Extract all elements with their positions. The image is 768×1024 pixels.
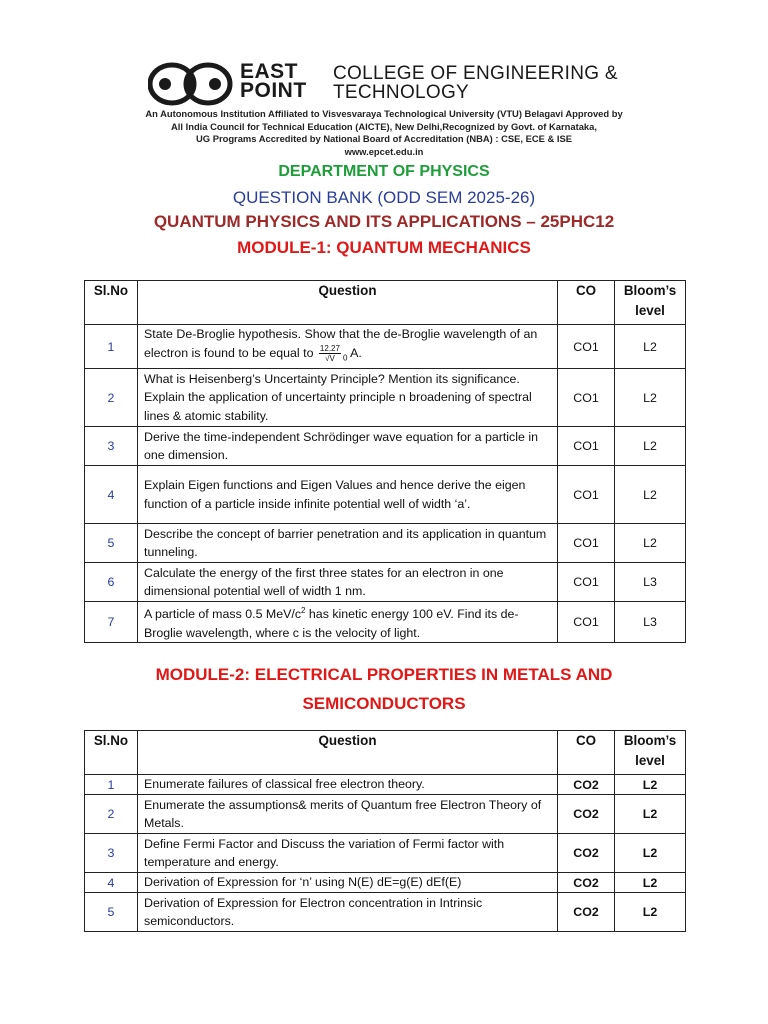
table-row bbox=[85, 325, 686, 369]
bloom-cell: L2 bbox=[615, 893, 686, 932]
sl-cell: 6 bbox=[85, 563, 138, 602]
module-2-title-line-2: SEMICONDUCTORS bbox=[302, 694, 466, 713]
bloom-line-1: Bloom’s bbox=[623, 283, 677, 298]
affiliation-line: UG Programs Accredited by National Board of Accreditation (NBA) : CSE, ECE & ISE bbox=[196, 133, 572, 145]
module-2-question-table bbox=[84, 730, 686, 932]
question-cell: Define Fermi Factor and Discuss the variation of Fermi factor with temperature and energy. bbox=[138, 834, 558, 873]
co-cell: CO1 bbox=[558, 466, 615, 524]
college-name bbox=[333, 64, 618, 102]
east-point-logo-icon bbox=[148, 62, 236, 106]
module-1-question-table bbox=[84, 280, 686, 643]
affiliation-text bbox=[0, 108, 768, 158]
table-header-row bbox=[85, 731, 686, 775]
table-row bbox=[85, 563, 686, 602]
department-title: DEPARTMENT OF PHYSICS bbox=[278, 163, 490, 180]
question-bank-title: QUESTION BANK (ODD SEM 2025-26) bbox=[232, 188, 536, 207]
col-header-question: Question bbox=[138, 281, 558, 325]
co-cell: CO2 bbox=[558, 834, 615, 873]
col-header-sl: Sl.No bbox=[85, 281, 138, 325]
bloom-cell: L2 bbox=[615, 834, 686, 873]
affiliation-line: An Autonomous Institution Affiliated to Visvesvaraya Technological University (VTU) Belagavi Approved by bbox=[145, 108, 623, 119]
co-cell: CO1 bbox=[558, 325, 615, 369]
col-header-sl: Sl.No bbox=[85, 731, 138, 775]
sl-cell: 4 bbox=[85, 466, 138, 524]
question-cell: Derivation of Expression for ‘n’ using N(E) dE=g(E) dEf(E) bbox=[138, 873, 558, 893]
module-2-title-line-1: MODULE-2: ELECTRICAL PROPERTIES IN METALS AND bbox=[155, 665, 613, 684]
question-cell: Describe the concept of barrier penetration and its application in quantum tunneling. bbox=[138, 524, 558, 563]
college-line-2: TECHNOLOGY bbox=[333, 82, 470, 103]
fraction-denominator: √V bbox=[325, 353, 335, 363]
module-1-title: MODULE-1: QUANTUM MECHANICS bbox=[237, 238, 531, 257]
table-row bbox=[85, 466, 686, 524]
co-cell: CO2 bbox=[558, 873, 615, 893]
sl-cell: 5 bbox=[85, 524, 138, 563]
question-text: has kinetic energy 100 eV. Find its de- Broglie wavelength, where c is the velocity of light. bbox=[144, 607, 519, 640]
co-cell: CO2 bbox=[558, 775, 615, 795]
table-row bbox=[85, 775, 686, 795]
question-cell bbox=[138, 602, 558, 643]
superscript: 2 bbox=[301, 606, 306, 615]
table-row bbox=[85, 834, 686, 873]
question-cell: Explain Eigen functions and Eigen Values and hence derive the eigen function of a particle inside infinite potential well of width ‘a’. bbox=[138, 466, 558, 524]
formula-subscript: 0 bbox=[342, 353, 348, 363]
table-row bbox=[85, 524, 686, 563]
sl-cell: 2 bbox=[85, 795, 138, 834]
col-header-bloom bbox=[615, 281, 686, 325]
bloom-line-1: Bloom’s bbox=[623, 733, 677, 748]
sl-cell: 3 bbox=[85, 427, 138, 466]
question-cell: What is Heisenberg’s Uncertainty Principle? Mention its significance. Explain the application of uncertainty principle n broadening of spectral lines & atomic stability. bbox=[138, 369, 558, 427]
table-row bbox=[85, 602, 686, 643]
college-website: www.epcet.edu.in bbox=[344, 145, 424, 157]
question-cell: Enumerate failures of classical free electron theory. bbox=[138, 775, 558, 795]
table-row bbox=[85, 873, 686, 893]
bloom-cell: L2 bbox=[615, 795, 686, 834]
bloom-cell: L2 bbox=[615, 775, 686, 795]
sl-cell: 2 bbox=[85, 369, 138, 427]
logo-wordmark bbox=[240, 62, 307, 100]
sl-cell: 1 bbox=[85, 775, 138, 795]
co-cell: CO1 bbox=[558, 427, 615, 466]
co-cell: CO2 bbox=[558, 893, 615, 932]
table-row bbox=[85, 795, 686, 834]
bloom-cell: L2 bbox=[615, 369, 686, 427]
affiliation-line: All India Council for Technical Education (AICTE), New Delhi,Recognized by Govt. of Karnataka, bbox=[171, 120, 597, 132]
col-header-question: Question bbox=[138, 731, 558, 775]
bloom-cell: L2 bbox=[615, 466, 686, 524]
sl-cell: 1 bbox=[85, 325, 138, 369]
fraction-numerator: 12.27 bbox=[319, 343, 340, 353]
sl-cell: 4 bbox=[85, 873, 138, 893]
bloom-cell: L2 bbox=[615, 524, 686, 563]
question-cell: Derivation of Expression for Electron concentration in Intrinsic semiconductors. bbox=[138, 893, 558, 932]
question-text: A particle of mass 0.5 MeV/c bbox=[144, 607, 302, 622]
module-2-title bbox=[0, 660, 768, 718]
question-text: State De-Broglie hypothesis. Show that the de-Broglie wavelength of an electron is found to be equal to bbox=[144, 327, 538, 360]
college-line-1: COLLEGE OF ENGINEERING & bbox=[333, 63, 618, 84]
question-cell bbox=[138, 325, 558, 369]
col-header-co: CO bbox=[558, 731, 615, 775]
subject-title: QUANTUM PHYSICS AND ITS APPLICATIONS – 25PHC12 bbox=[153, 212, 615, 231]
table-row bbox=[85, 427, 686, 466]
co-cell: CO1 bbox=[558, 563, 615, 602]
sl-cell: 7 bbox=[85, 602, 138, 643]
bloom-cell: L3 bbox=[615, 563, 686, 602]
bloom-cell: L2 bbox=[615, 873, 686, 893]
co-cell: CO2 bbox=[558, 795, 615, 834]
logo-point: POINT bbox=[240, 79, 307, 102]
bloom-line-2: level bbox=[635, 753, 665, 768]
col-header-bloom bbox=[615, 731, 686, 775]
question-cell: Derive the time-independent Schrödinger wave equation for a particle in one dimension. bbox=[138, 427, 558, 466]
question-cell: Enumerate the assumptions& merits of Quantum free Electron Theory of Metals. bbox=[138, 795, 558, 834]
col-header-co: CO bbox=[558, 281, 615, 325]
college-logo bbox=[148, 62, 648, 106]
table-header-row bbox=[85, 281, 686, 325]
co-cell: CO1 bbox=[558, 602, 615, 643]
sl-cell: 3 bbox=[85, 834, 138, 873]
bloom-cell: L3 bbox=[615, 602, 686, 643]
bloom-cell: L2 bbox=[615, 325, 686, 369]
table-row bbox=[85, 893, 686, 932]
co-cell: CO1 bbox=[558, 524, 615, 563]
bloom-line-2: level bbox=[635, 303, 665, 318]
table-row bbox=[85, 369, 686, 427]
formula-unit: A. bbox=[347, 345, 362, 360]
question-cell: Calculate the energy of the first three states for an electron in one dimensional potential well of width 1 nm. bbox=[138, 563, 558, 602]
co-cell: CO1 bbox=[558, 369, 615, 427]
bloom-cell: L2 bbox=[615, 427, 686, 466]
logo-east: EAST bbox=[240, 60, 299, 83]
formula-fraction bbox=[319, 344, 341, 363]
sl-cell: 5 bbox=[85, 893, 138, 932]
